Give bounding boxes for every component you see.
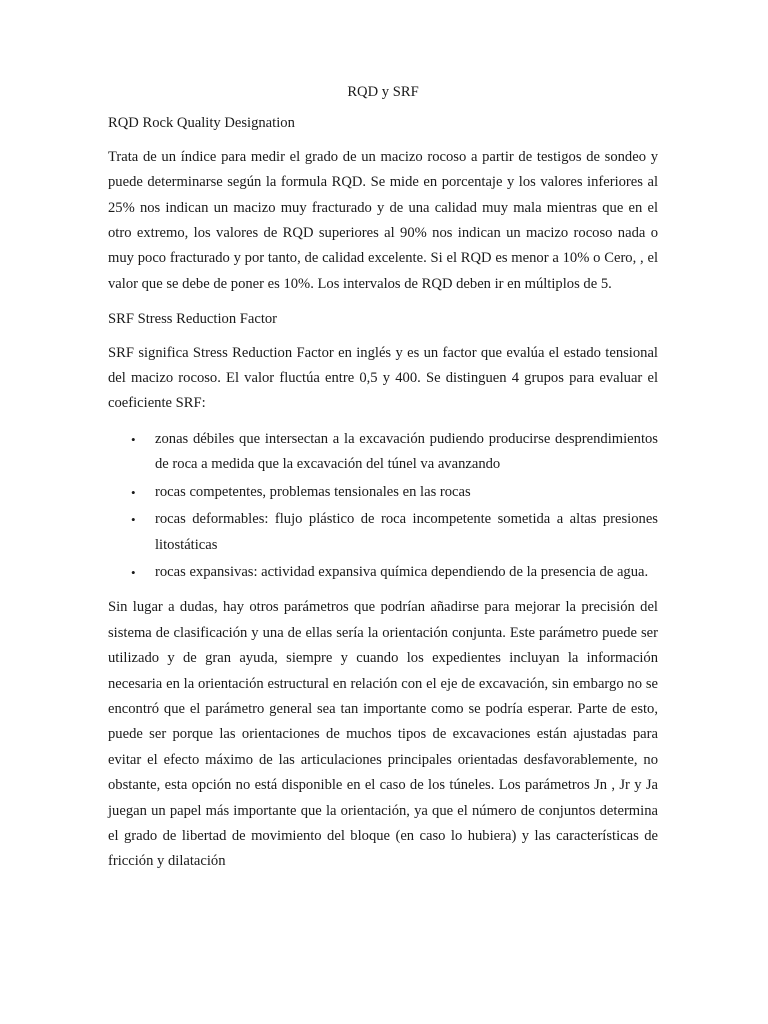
list-item-text: rocas competentes, problemas tensionales en las rocas bbox=[155, 483, 471, 500]
paragraph-srf: SRF significa Stress Reduction Factor en inglés y es un factor que evalúa el estado tensional del macizo rocoso. El valor fluctúa entre 0,5 y 400. Se distinguen 4 grupos para evaluar el coeficiente SRF: bbox=[108, 344, 658, 412]
bullet-icon: • bbox=[131, 431, 136, 447]
paragraph-closing: Sin lugar a dudas, hay otros parámetros que podrían añadirse para mejorar la precisión del sistema de clasificación y una de ellas sería la orientación conjunta. Este parámetro puede ser utilizado y de gran ayuda, siempre y cuando los expedientes incluyan la información necesaria en la orientación estructural en relación con el eje de excavación, sin embargo no se encontró que el parámetro general sea tan importante como se podría esperar. Parte de esto, puede ser porque las orientaciones de muchos tipos de excavaciones están ajustadas para evitar el efecto máximo de las articulaciones principales orientadas desfavorablemente, no obstante, esta opción no está disponible en el caso de los túneles. Los parámetros Jn , Jr y Ja juegan un papel más importante que la orientación, ya que el número de conjuntos determina el grado de libertad de movimiento del bloque (en caso lo hubiera) y las características de fricción y dilatación bbox=[108, 599, 658, 870]
list-item bbox=[108, 507, 658, 558]
section-heading-rqd: RQD Rock Quality Designation bbox=[108, 115, 295, 132]
paragraph-rqd: Trata de un índice para medir el grado de un macizo rocoso a partir de testigos de sondeo y puede determinarse según la formula RQD. Se mide en porcentaje y los valores inferiores al 25% nos indican un macizo muy fracturado y de una calidad muy mala mientras que en el otro extremo, los valores de RQD superiores al 90% nos indican un macizo rocoso nada o muy poco fracturado y por tanto, de calidad excelente. Si el RQD es menor a 10% o Cero, , el valor que se debe de poner es 10%. Los intervalos de RQD deben ir en múltiplos de 5. bbox=[108, 148, 658, 292]
srf-group-list bbox=[108, 427, 658, 585]
list-item bbox=[108, 560, 658, 585]
list-item-text: rocas deformables: flujo plástico de roca incompetente sometida a altas presiones litostáticas bbox=[155, 511, 658, 553]
list-item bbox=[108, 480, 658, 505]
list-item bbox=[108, 427, 658, 478]
section-heading-srf: SRF Stress Reduction Factor bbox=[108, 311, 278, 328]
list-item-text: rocas expansivas: actividad expansiva química dependiendo de la presencia de agua. bbox=[155, 563, 649, 580]
document-page bbox=[108, 80, 658, 885]
bullet-icon: • bbox=[131, 564, 136, 580]
bullet-icon: • bbox=[131, 512, 136, 528]
document-title: RQD y SRF bbox=[347, 84, 419, 100]
bullet-icon: • bbox=[131, 484, 136, 500]
list-item-text: zonas débiles que intersectan a la excavación pudiendo producirse desprendimientos de roca a medida que la excavación del túnel va avanzando bbox=[155, 430, 658, 473]
